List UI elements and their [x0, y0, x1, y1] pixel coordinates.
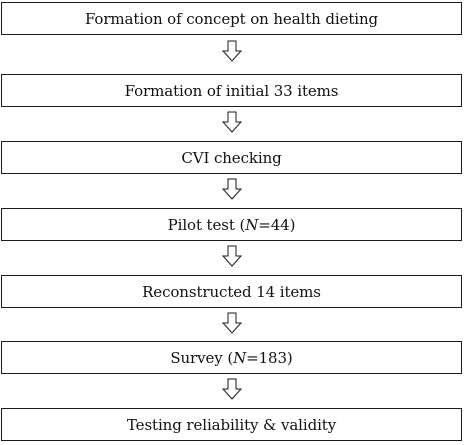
step-label [168, 216, 296, 234]
label-suffix: =44) [258, 215, 296, 234]
step-box-survey [1, 341, 462, 374]
step-box-pilot-test [1, 208, 462, 241]
hollow-down-arrow-icon [222, 178, 242, 200]
step-label: Testing reliability & validity [126, 415, 337, 434]
step-box-initial-items [1, 74, 462, 107]
hollow-down-arrow-icon [222, 312, 242, 334]
hollow-down-arrow-icon [222, 111, 242, 133]
step-box-reconstructed-items [1, 275, 462, 308]
step-box-reliability-validity [1, 408, 462, 441]
step-box-concept-formation [1, 2, 462, 35]
hollow-down-arrow-icon [222, 40, 242, 62]
label-variable: N [233, 348, 247, 367]
step-label: Formation of concept on health dieting [84, 9, 379, 28]
label-suffix: =183) [246, 348, 293, 367]
step-box-cvi-checking [1, 141, 462, 174]
hollow-down-arrow-icon [222, 245, 242, 267]
step-label: Formation of initial 33 items [124, 81, 339, 100]
step-label: CVI checking [181, 148, 282, 167]
label-prefix: Survey ( [170, 348, 234, 367]
label-variable: N [245, 215, 259, 234]
step-label: Reconstructed 14 items [142, 282, 321, 301]
hollow-down-arrow-icon [222, 378, 242, 400]
step-label [170, 349, 292, 367]
label-prefix: Pilot test ( [167, 215, 246, 234]
